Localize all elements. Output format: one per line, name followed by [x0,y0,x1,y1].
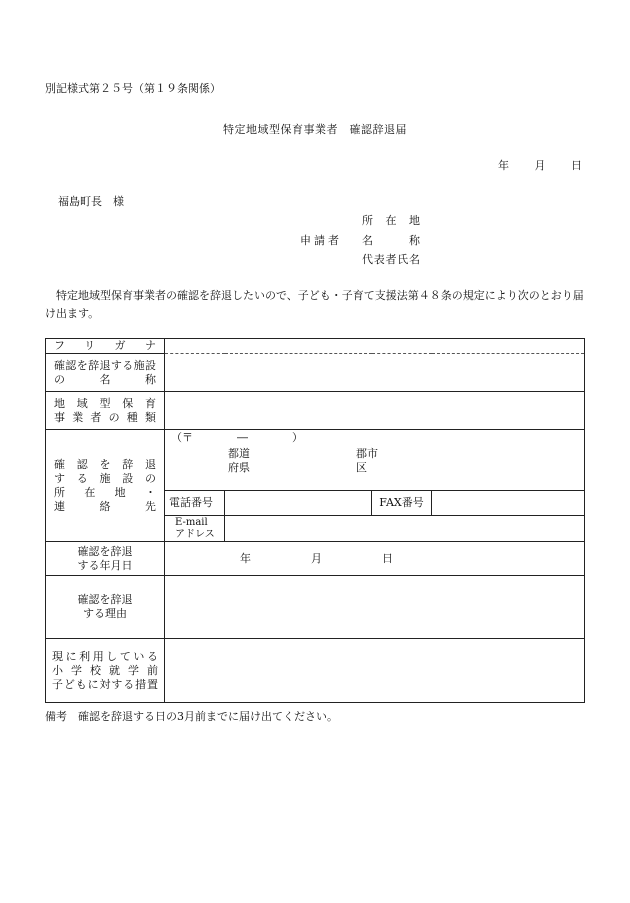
submission-date [476,157,582,173]
fax-label: FAX番号 [372,491,432,516]
applicant-representative-label: 代表者氏名 [362,253,420,266]
address-label-line1: 確認を辞退 [54,457,156,471]
withdraw-date-label-line1: 確認を辞退 [77,544,133,558]
furigana-field[interactable] [165,339,585,354]
postal-open: （〒 [171,431,193,444]
withdraw-date-field[interactable] [165,542,585,576]
business-kind-label-line2: 事業者の種類 [54,410,156,424]
facility-name-label [46,354,165,392]
business-kind-label-line1: 地域型保育 [54,396,156,410]
child-measure-field[interactable] [165,639,585,703]
withdraw-month-label: 月 [311,552,322,565]
address-label-line4: 連絡先 [54,499,156,513]
reason-row [46,576,585,639]
applicant-caption: 申請者 [300,234,342,247]
fax-field[interactable] [432,491,585,516]
withdraw-day-label: 日 [382,552,393,565]
withdraw-year-label: 年 [240,552,251,565]
business-kind-field[interactable] [165,392,585,430]
addressee: 福島町長 様 [58,195,124,208]
email-label-line1: E-mail [175,516,208,528]
form-number: 別記様式第２５号（第１９条関係） [45,82,221,95]
child-measure-label-line1: 現に利用している [52,649,158,663]
furigana-row [46,339,585,354]
business-kind-label [46,392,165,430]
withdraw-date-label [46,542,165,576]
phone-label: 電話番号 [165,491,225,516]
postal-code [171,431,303,445]
email-label [165,516,225,542]
child-measure-label-line3: 子どもに対する措置 [52,677,158,691]
child-measure-label [46,639,165,703]
facility-name-field[interactable] [165,354,585,392]
date-year-label: 年 [498,159,509,172]
date-day-label: 日 [571,159,582,172]
facility-name-row [46,354,585,392]
prefecture-label-line2: 府県 [228,461,250,474]
address-field[interactable] [165,430,585,491]
applicant-name-label: 名称 [362,234,420,247]
furigana-label: フリガナ [46,339,165,354]
reason-label-line2: する理由 [83,607,127,620]
document-title: 特定地域型保育事業者 確認辞退届 [223,123,407,136]
withdrawal-form-table [45,338,585,703]
reason-field[interactable] [165,576,585,639]
city-label-line1: 郡市 [356,447,378,460]
postal-dash: ― [237,431,248,444]
email-label-line2: アドレス [175,528,215,540]
email-field[interactable] [225,516,585,542]
city-label-line2: 区 [356,461,367,474]
prefecture-label-line1: 都道 [228,447,250,460]
child-measure-row [46,639,585,703]
remarks-note: 備考 確認を辞退する日の3月前までに届け出てください。 [45,710,338,723]
phone-field[interactable] [225,491,372,516]
child-measure-label-line2: 小学校就学前 [52,663,158,677]
business-kind-row [46,392,585,430]
address-label-line2: する施設の [54,471,156,485]
address-contact-label [46,430,165,542]
reason-label-line1: 確認を辞退 [77,593,133,606]
postal-close: ） [292,431,303,444]
facility-name-label-line1: 確認を辞退する施設 [54,358,156,372]
date-month-label: 月 [534,159,546,172]
withdraw-date-label-line2: する年月日 [77,558,133,572]
withdraw-date-row [46,542,585,576]
address-row [46,430,585,491]
body-text: 特定地域型保育事業者の確認を辞退したいので、子ども・子育て支援法第４８条の規定により次のとおり届け出ます。 [45,289,584,320]
facility-name-label-line2: の名称 [54,372,156,386]
applicant-location-label: 所在地 [362,214,420,227]
reason-label [46,576,165,639]
address-label-line3: 所在地・ [54,485,156,499]
